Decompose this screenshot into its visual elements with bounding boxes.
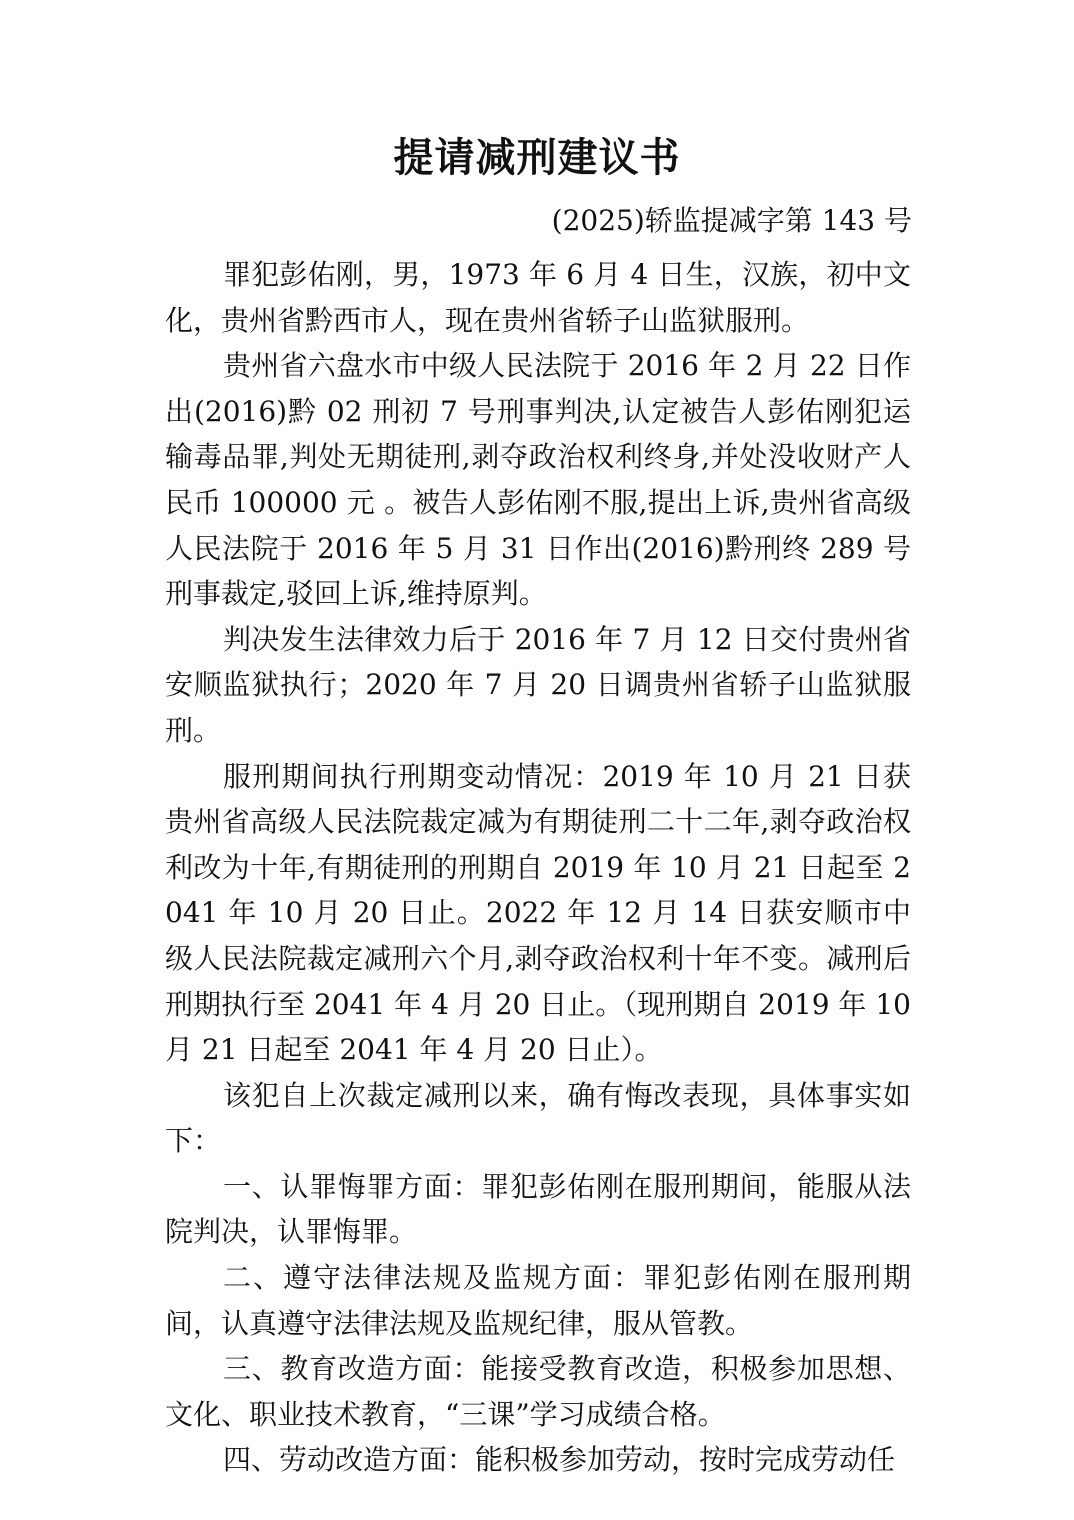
document-number: (2025)轿监提减字第 143 号 xyxy=(551,204,912,237)
paragraph-item-labor: 四、劳动改造方面：能积极参加劳动，按时完成劳动任 xyxy=(223,1443,896,1477)
document-title: 提请减刑建议书 xyxy=(393,134,681,181)
paragraph-original-judgment: 贵州省六盘水市中级人民法院于 2016 年 2 月 22 日作出(2016)黔 02 刑初 7 号刑事判决,认定被告人彭佑刚犯运输毒品罪,判处无期徒刑,剥夺政治权利终身,并处没收财产人民币 100000 元 。被告人彭佑刚不服,提出上诉,贵州省高级人民法院于 2016 年 5 月 31 日作出(2016)黔刑终 289 号刑事裁定,驳回上诉,维持原判。 xyxy=(165,349,911,611)
paragraph-item-education: 三、教育改造方面：能接受教育改造，积极参加思想、文化、职业技术教育，“三课”学习成绩合格。 xyxy=(165,1352,911,1431)
paragraph-personal-info: 罪犯彭佑刚，男，1973 年 6 月 4 日生，汉族，初中文化，贵州省黔西市人，现在贵州省轿子山监狱服刑。 xyxy=(165,258,911,337)
document-body xyxy=(165,252,911,1483)
paragraph-item-rules: 二、遵守法律法规及监规方面：罪犯彭佑刚在服刑期间，认真遵守法律法规及监规纪律，服从管教。 xyxy=(165,1261,911,1340)
paragraph-execution-transfer: 判决发生法律效力后于 2016 年 7 月 12 日交付贵州省安顺监狱执行；2020 年 7 月 20 日调贵州省轿子山监狱服刑。 xyxy=(165,622,911,747)
paragraph-sentence-changes: 服刑期间执行刑期变动情况：2019 年 10 月 21 日获贵州省高级人民法院裁定减为有期徒刑二十二年,剥夺政治权利改为十年,有期徒刑的刑期自 2019 年 10 月 21 日起至 2041 年 10 月 20 日止。2022 年 12 月 14 日获安顺市中级人民法院裁定减刑六个月,剥夺政治权利十年不变。减刑后刑期执行至 2041 年 4 月 20 日止。（现刑期自 2019 年 10 月 21 日起至 2041 年 4 月 20 日止）。 xyxy=(165,759,911,1067)
paragraph-item-confession: 一、认罪悔罪方面：罪犯彭佑刚在服刑期间，能服从法院判决，认罪悔罪。 xyxy=(165,1169,911,1249)
paragraph-repentance-intro: 该犯自上次裁定减刑以来，确有悔改表现，具体事实如下： xyxy=(165,1078,911,1158)
